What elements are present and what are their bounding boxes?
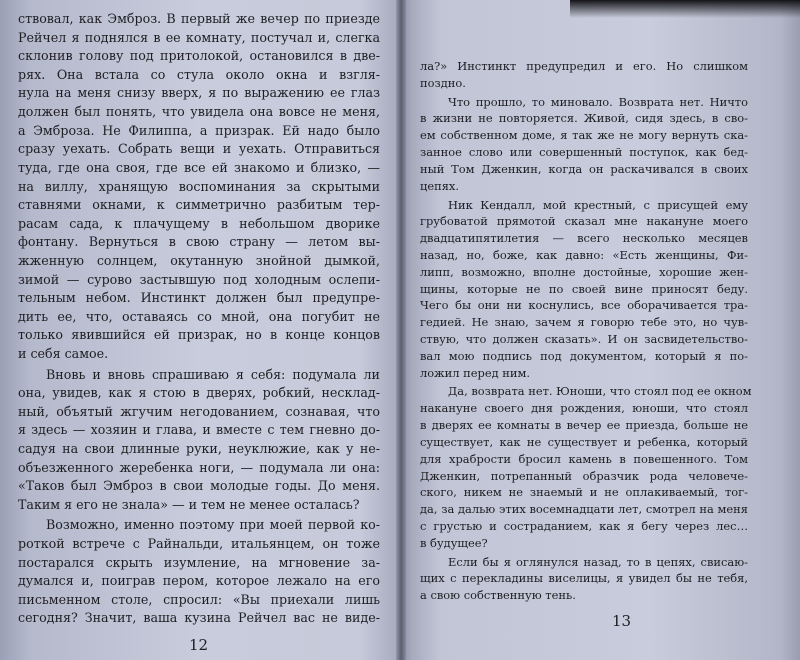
text-line: Возможно, именно поэтому при моей первой ко-	[46, 517, 380, 533]
text-line: Если бы я оглянулся назад, то в цепях, свисаю-	[448, 554, 748, 569]
text-line: Чего бы они ни коснулись, все оборачивается тра-	[420, 298, 748, 313]
text-line: поздно.	[420, 75, 466, 90]
text-line: Рейчел я поднялся в ее комнату, постучал и, слегка	[18, 29, 380, 45]
text-line: гедией. Не знаю, зачем я говорю тебе это, но чув-	[420, 315, 748, 330]
text-line: в жизни не повторяется. Живой, сидя здесь, в сво-	[420, 111, 748, 126]
text-line: ставнями окнами, к симметрично разбитым тер-	[18, 197, 380, 213]
text-line: ствовал, как Эмброз. В первый же вечер по приезде	[18, 11, 380, 26]
text-line: рях. Она встала со стула около окна и взгля-	[18, 66, 380, 82]
text-line: думался и, поиграв пером, которое лежало на его	[18, 573, 380, 589]
text-line: Ник Кендалл, мой крестный, с присущей ему	[448, 197, 748, 212]
text-line: двадцатипятилетия — всего несколько месяцев	[420, 231, 748, 246]
text-line: зимой — сурово застывшую под холодным ослепи-	[18, 271, 380, 287]
text-line: на виллу, хранящую воспоминания за скрытыми	[18, 178, 380, 194]
text-line: тельным небом. Инстинкт должен был предупре-	[18, 290, 380, 306]
text-line: письменном столе, спросил: «Вы приехали лишь	[18, 591, 380, 607]
text-line: объезженного жеребенка ноги, — подумала ли она:	[18, 459, 380, 475]
text-line: накануне своего дня рождения, юноши, что стоял	[420, 401, 748, 416]
text-line: Вновь и вновь спрашиваю я себя: подумала ли	[46, 366, 380, 382]
page-number: 12	[189, 636, 209, 654]
page-number: 13	[612, 612, 632, 630]
text-line: роткой встрече с Райнальди, итальянцем, он тоже	[18, 536, 380, 551]
text-line: дить ее, что, оставаясь со мной, она погубит не	[18, 308, 380, 324]
text-line: назад, но, боже, как давно: «Есть женщины, Фи-	[420, 247, 748, 262]
text-line: Да, возврата нет. Юноши, что стоял под ее окном	[448, 384, 752, 399]
text-line: садуя на свои длинные руки, неуклюжие, как у не-	[18, 440, 380, 456]
text-line: жженную солнцем, окутанную знойной дымкой,	[18, 252, 380, 268]
text-line: а свою собственную тень.	[420, 588, 576, 603]
text-line: Таким я его не знала» — и тем не менее осталась?	[18, 496, 360, 512]
text-line: я здесь — хозяин и глава, и вместе с тем гневно до-	[18, 422, 380, 438]
text-line: существует, как не существует и ребенка, который	[420, 434, 748, 449]
text-line: фонтану. Вернуться в свою страну — летом вы-	[18, 234, 380, 250]
text-line: а Эмброза. Не Филиппа, а призрак. Ей надо было	[18, 122, 380, 138]
text-line: щины, которые не по своей вине приносят беду.	[420, 281, 748, 296]
text-line: склонив голову под притолокой, остановился в две-	[18, 48, 380, 64]
text-line: она, увидев, как я стою в дверях, робкий, несклад-	[18, 385, 380, 401]
text-line: ствую, что должен сказать». И он засвидетельство-	[420, 332, 748, 346]
text-line: с грустью и состраданием, как я бегу через лес…	[420, 518, 748, 533]
text-line: сразу уехать. Собрать вещи и уехать. Отправиться	[18, 141, 380, 157]
text-line: только явившийся ей призрак, но в конце концов	[18, 327, 380, 343]
text-line: ный Том Дженкин, когда он раскачивался в своих	[420, 161, 748, 176]
text-line: в дверях ее комнаты в вечер ее приезда, больше не	[420, 418, 748, 433]
text-line: и себя самое.	[18, 345, 109, 361]
text-line: ского, никем не знаемый и не оплакиваемый, тог-	[420, 485, 748, 500]
text-line: нула на меня снизу вверх, я по выражению ее глаз	[18, 85, 380, 101]
text-line: Что прошло, то миновало. Возврата нет. Ничто	[448, 94, 748, 109]
text-line: расам сада, к плачущему в небольшом дворике	[18, 215, 380, 231]
text-line: в будущее?	[420, 535, 488, 550]
text-line: липп, возможно, вполне достойные, хорошие жен-	[420, 264, 748, 279]
right-page	[402, 0, 800, 660]
text-line: Дженкин, потрепанный образчик рода человече-	[420, 468, 748, 483]
text-line: ложил перед ним.	[420, 365, 530, 380]
text-line: туда, где она своя, где все ей знакомо и близко, —	[18, 159, 380, 175]
text-line: вал мою подпись под документом, который я по-	[420, 348, 748, 363]
text-line: ем собственном доме, я так же не могу вернуть ска-	[420, 128, 748, 143]
text-line: постарался скрыть изумление, на мгновение за-	[18, 554, 380, 570]
text-line: должен был понять, что увидела она вовсе не меня,	[18, 104, 380, 119]
text-line: щих с перекладины виселицы, я увидел бы не тебя,	[420, 571, 748, 586]
text-line: грубоватой прямотой сказал мне накануне моего	[420, 214, 748, 229]
text-line: да, за далью этих восемнадцати лет, смотрел на меня	[420, 502, 748, 517]
text-line: для храбрости бросил камень в повешенного. Том	[420, 451, 748, 466]
text-line: цепях.	[420, 178, 459, 193]
text-line: занное слово или совершенный поступок, как бед-	[420, 145, 748, 160]
text-line: сегодня? Значит, ваша кузина Рейчел вас не виде-	[18, 610, 380, 626]
text-line: ный, объятый жгучим негодованием, сознавая, что	[18, 403, 380, 419]
text-line: ла?» Инстинкт предупредил и его. Но слишком	[420, 59, 748, 73]
text-line: «Таков был Эмброз в свои молодые годы. До меня.	[18, 478, 380, 494]
